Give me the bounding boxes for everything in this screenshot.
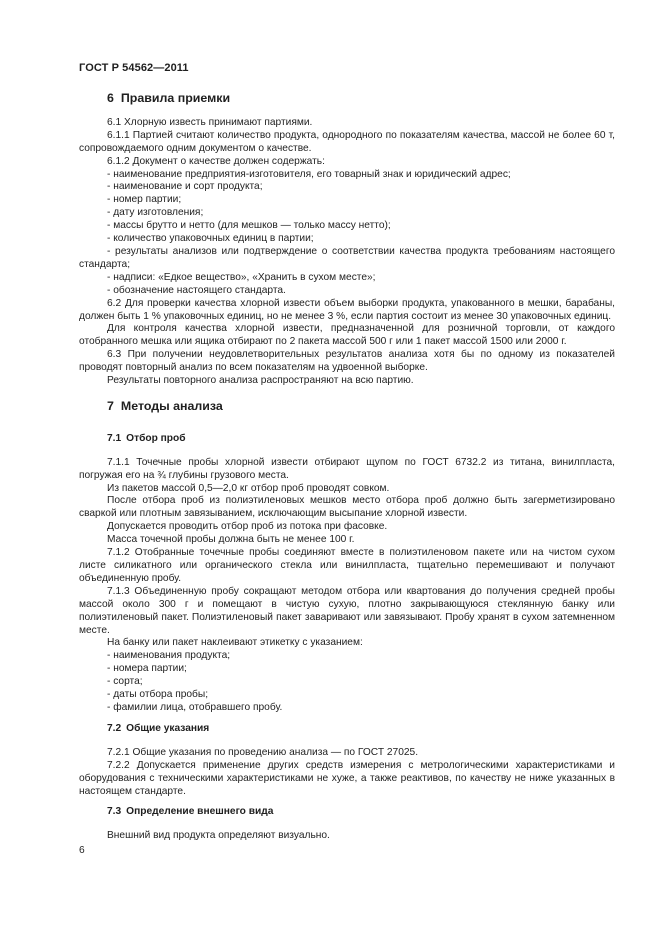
paragraph: 6.1.2 Документ о качестве должен содержать: [107,155,325,167]
paragraph: Внешний вид продукта определяют визуально. [107,830,330,842]
paragraph: 7.2.1 Общие указания по проведению анализа — по ГОСТ 27025. [107,746,419,758]
paragraph: Масса точечной пробы должна быть не менее 100 г. [107,534,355,546]
paragraph: 7.1.1 Точечные пробы хлорной извести отбирают щупом по ГОСТ 6732.2 из титана, винилпласта, погружая его на ¾ глубины грузового места. [79,456,615,481]
paragraph: - надписи: «Едкое вещество», «Хранить в сухом месте»; [107,271,376,283]
paragraph: Результаты повторного анализа распространяют на всю партию. [107,375,414,387]
paragraph: - наименования продукта; [107,650,231,662]
paragraph: - номер партии; [107,194,182,206]
vertical-spacer [79,425,615,433]
heading-title: Правила приемки [120,91,231,105]
heading-title: Отбор проб [126,432,186,444]
heading-title: Методы анализа [120,398,223,413]
heading-number: 7 [107,398,114,413]
paragraph: - массы брутто и нетто (для мешков — только массу нетто); [107,220,391,232]
paragraph: Допускается проводить отбор проб из потока при фасовке. [107,521,388,533]
heading-number: 6 [107,91,114,105]
paragraph: После отбора проб из полиэтиленовых мешков место отбора проб должно быть загерметизировано сваркой или плотным завязыванием, исключающим высыпание хлорной извести. [79,495,615,520]
section-heading [107,92,615,105]
document-body [79,92,615,843]
paragraph: 7.2.2 Допускается применение других средств измерения с метрологическими характеристиками и оборудования с техническими характеристиками не хуже, а также реактивов, по качеству не ниже указанных в настоящем стандарте. [79,759,615,797]
paragraph: 6.1.1 Партией считают количество продукта, однородного по показателям качества, массой не более 60 т, сопровождаемого одним документом о качестве. [79,129,615,154]
heading-number: 7.2 [107,722,122,734]
paragraph: - фамилии лица, отобравшего пробу. [107,701,283,713]
vertical-spacer [79,715,615,723]
document-header: ГОСТ Р 54562—2011 [79,62,189,74]
paragraph: 7.1.2 Отобранные точечные пробы соединяют вместе в полиэтиленовом пакете или на чистом сухом листе силикатного или органического стекла или винилпласта, тщательно перемешивают и получают объединенную пробу. [79,547,615,584]
heading-number: 7.1 [107,432,122,444]
vertical-spacer [79,798,615,806]
paragraph: Для контроля качества хлорной извести, предназначенной для розничной торговли, от каждого отобранного мешка или ящика отбирают по 2 пакета массой 500 г или 1 пакет массой 1500 или 2000 г. [79,323,615,348]
paragraph: - наименование предприятия-изготовителя, его товарный знак и юридический адрес; [107,168,511,180]
paragraph: - наименование и сорт продукта; [107,181,263,193]
subsection-heading [107,723,615,736]
paragraph: - даты отбора пробы; [107,689,209,701]
paragraph: 6.1 Хлорную известь принимают партиями. [107,116,313,128]
paragraph: На банку или пакет наклеивают этикетку с указанием: [107,637,363,649]
paragraph: Из пакетов массой 0,5—2,0 кг отбор проб проводят совком. [107,482,390,494]
paragraph: 7.1.3 Объединенную пробу сокращают методом отбора или квартования до получения средней пробы массой около 300 г и помещают в чистую сухую, плотно закрывающуюся стеклянную банку или полиэтиленовый пакет. Полиэтиленовый пакет заваривают или завязывают. Пробу хранят в сухом затемненном месте. [79,585,615,636]
heading-title: Общие указания [126,722,210,734]
paragraph: - обозначение настоящего стандарта. [107,284,286,296]
paragraph: - дату изготовления; [107,207,204,219]
paragraph: 6.2 Для проверки качества хлорной извести объем выборки продукта, упакованного в мешки, барабаны, должен быть 1 % упаковочных единиц, но не менее 3 %, если партия состоит из менее 30 упаковочных единиц. [79,297,615,322]
heading-number: 7.3 [107,806,122,818]
section-heading [107,400,615,413]
paragraph: - сорта; [107,676,143,688]
paragraph: - результаты анализов или подтверждение о соответствии качества продукта требованиям настоящего стандарта; [79,245,615,270]
paragraph: - количество упаковочных единиц в партии; [107,233,314,245]
subsection-heading [107,806,615,819]
heading-title: Определение внешнего вида [126,806,274,818]
paragraph: - номера партии; [107,663,187,675]
paragraph: 6.3 При получении неудовлетворительных результатов анализа хотя бы по одному из показателей проводят повторный анализ по всем показателям на удвоенной выборке. [79,349,615,374]
subsection-heading [107,433,615,446]
page-number: 6 [79,845,85,856]
